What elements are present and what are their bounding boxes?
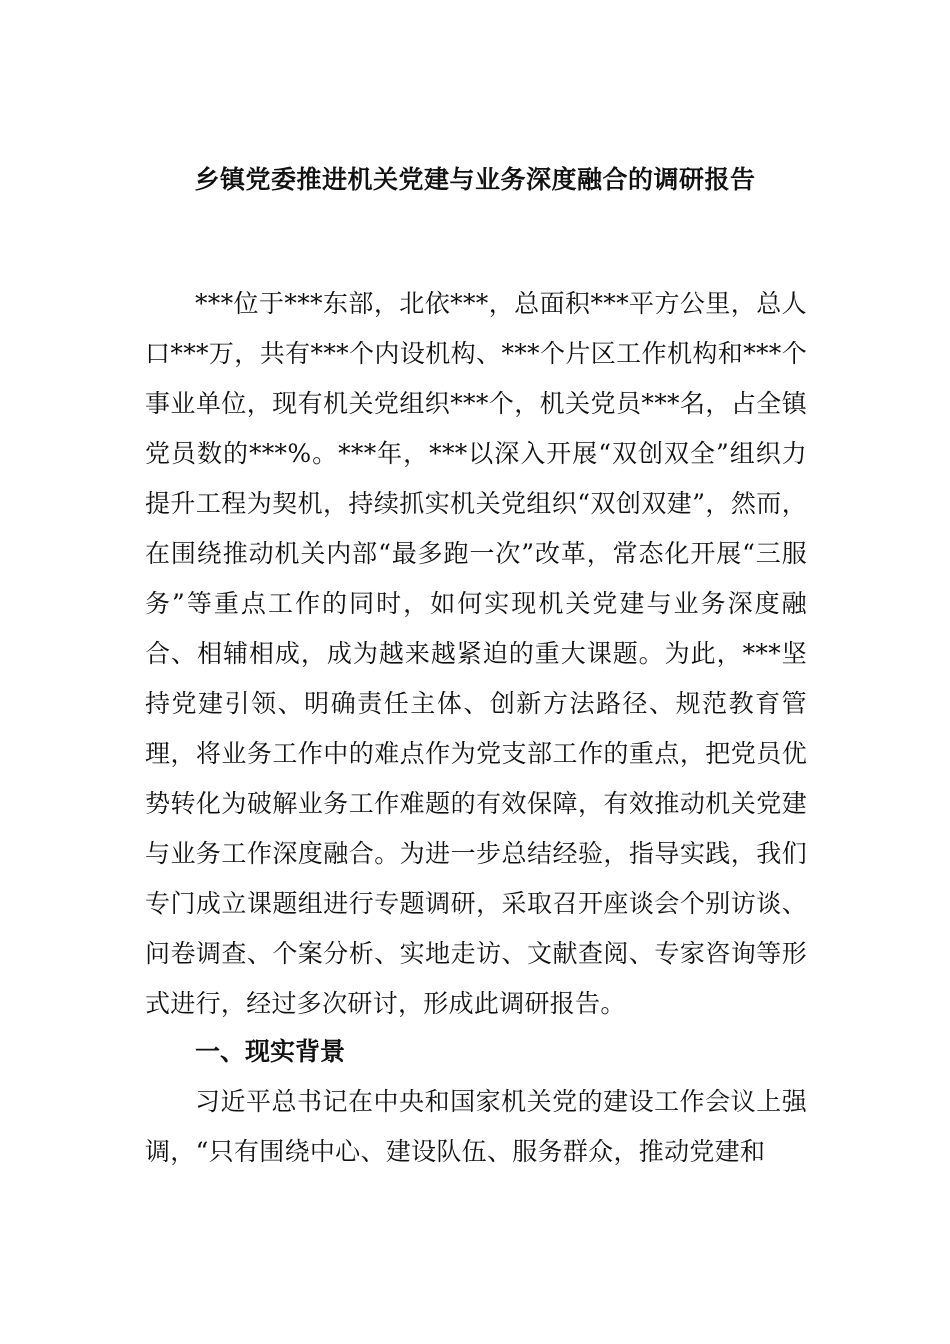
section-heading-background: 一、现实背景	[195, 1037, 346, 1066]
intro-paragraph: ***位于***东部，北依***，总面积***平方公里，总人口***万，共有***个内设机构、***个片区工作机构和***个事业单位，现有机关党组织***个，机关党员***名，占全镇党员数的***%。***年，***以深入开展“双创双全”组织力提升工程为契机，持续抓实机关党组织“双创双建”，然而，在围绕推动机关内部“最多跑一次”改革，常态化开展“三服务”等重点工作的同时，如何实现机关党建与业务深度融合、相辅相成，成为越来越紧迫的重大课题。为此，***坚持党建引领、明确责任主体、创新方法路径、规范教育管理，将业务工作中的难点作为党支部工作的重点，把党员优势转化为破解业务工作难题的有效保障，有效推动机关党建与业务工作深度融合。为进一步总结经验，指导实践，我们专门成立课题组进行专题调研，采取召开座谈会个别访谈、问卷调查、个案分析、实地走访、文献查阅、专家咨询等形式进行，经过多次研讨，形成此调研报告。	[145, 289, 807, 1018]
document-title: 乡镇党委推进机关党建与业务深度融合的调研报告	[194, 165, 756, 194]
section-paragraph: 习近平总书记在中央和国家机关党的建设工作会议上强调，“只有围绕中心、建设队伍、服务群众，推动党建和	[145, 1087, 807, 1166]
